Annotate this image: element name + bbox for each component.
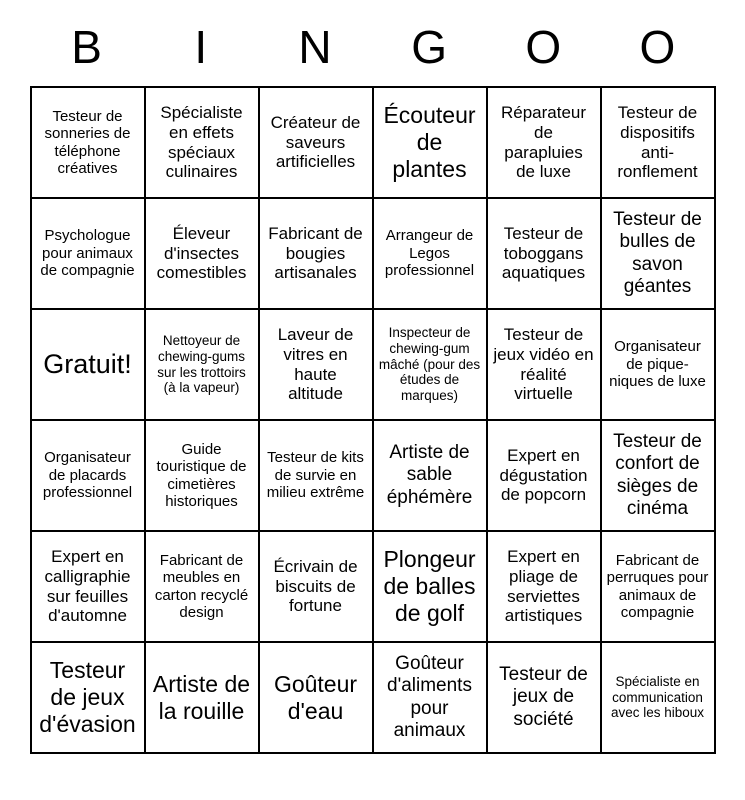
- bingo-cell[interactable]: Organisateur de placards professionnel: [31, 420, 145, 531]
- bingo-cell[interactable]: Expert en pliage de serviettes artistiques: [487, 531, 601, 642]
- bingo-row: [31, 531, 715, 642]
- bingo-cell[interactable]: Testeur de kits de survie en milieu extrême: [259, 420, 373, 531]
- bingo-cell[interactable]: Artiste de sable éphémère: [373, 420, 487, 531]
- bingo-cell[interactable]: Fabricant de perruques pour animaux de compagnie: [601, 531, 715, 642]
- bingo-cell[interactable]: Écouteur de plantes: [373, 87, 487, 198]
- bingo-cell[interactable]: Testeur de sonneries de téléphone créatives: [31, 87, 145, 198]
- bingo-cell[interactable]: Testeur de jeux de société: [487, 642, 601, 753]
- bingo-letter-o: O: [525, 21, 563, 73]
- bingo-cell[interactable]: Plongeur de balles de golf: [373, 531, 487, 642]
- bingo-cell[interactable]: Expert en calligraphie sur feuilles d'automne: [31, 531, 145, 642]
- bingo-row: [31, 420, 715, 531]
- bingo-cell[interactable]: Fabricant de meubles en carton recyclé design: [145, 531, 259, 642]
- bingo-cell[interactable]: Goûteur d'eau: [259, 642, 373, 753]
- bingo-cell[interactable]: Éleveur d'insectes comestibles: [145, 198, 259, 309]
- bingo-cell[interactable]: Testeur de bulles de savon géantes: [601, 198, 715, 309]
- bingo-cell-free[interactable]: Gratuit!: [31, 309, 145, 420]
- bingo-cell[interactable]: Organisateur de pique-niques de luxe: [601, 309, 715, 420]
- bingo-cell[interactable]: Testeur de confort de sièges de cinéma: [601, 420, 715, 531]
- bingo-letter-g: G: [411, 21, 448, 73]
- bingo-grid: [30, 86, 716, 754]
- bingo-row: [31, 642, 715, 753]
- bingo-cell[interactable]: Artiste de la rouille: [145, 642, 259, 753]
- bingo-cell[interactable]: Inspecteur de chewing-gum mâché (pour des études de marques): [373, 309, 487, 420]
- bingo-cell[interactable]: Fabricant de bougies artisanales: [259, 198, 373, 309]
- bingo-cell[interactable]: Testeur de dispositifs anti-ronflement: [601, 87, 715, 198]
- bingo-row: [31, 198, 715, 309]
- bingo-row: [31, 309, 715, 420]
- bingo-letter-b: B: [71, 21, 103, 73]
- bingo-cell[interactable]: Écrivain de biscuits de fortune: [259, 531, 373, 642]
- bingo-cell[interactable]: Goûteur d'aliments pour animaux: [373, 642, 487, 753]
- bingo-row: [31, 87, 715, 198]
- bingo-cell[interactable]: Spécialiste en communication avec les hiboux: [601, 642, 715, 753]
- bingo-cell[interactable]: Guide touristique de cimetières historiques: [145, 420, 259, 531]
- bingo-cell[interactable]: Spécialiste en effets spéciaux culinaires: [145, 87, 259, 198]
- bingo-cell[interactable]: Psychologue pour animaux de compagnie: [31, 198, 145, 309]
- bingo-cell[interactable]: Nettoyeur de chewing-gums sur les trottoirs (à la vapeur): [145, 309, 259, 420]
- bingo-cell[interactable]: Testeur de toboggans aquatiques: [487, 198, 601, 309]
- bingo-cell[interactable]: Créateur de saveurs artificielles: [259, 87, 373, 198]
- bingo-cell[interactable]: Laveur de vitres en haute altitude: [259, 309, 373, 420]
- bingo-cell[interactable]: Expert en dégustation de popcorn: [487, 420, 601, 531]
- bingo-letter-o2: O: [639, 21, 677, 73]
- bingo-letter-i: I: [194, 21, 209, 73]
- bingo-cell[interactable]: Testeur de jeux vidéo en réalité virtuelle: [487, 309, 601, 420]
- bingo-title: [30, 16, 715, 78]
- bingo-letter-n: N: [298, 21, 333, 73]
- bingo-cell[interactable]: Testeur de jeux d'évasion: [31, 642, 145, 753]
- bingo-cell[interactable]: Arrangeur de Legos professionnel: [373, 198, 487, 309]
- bingo-cell[interactable]: Réparateur de parapluies de luxe: [487, 87, 601, 198]
